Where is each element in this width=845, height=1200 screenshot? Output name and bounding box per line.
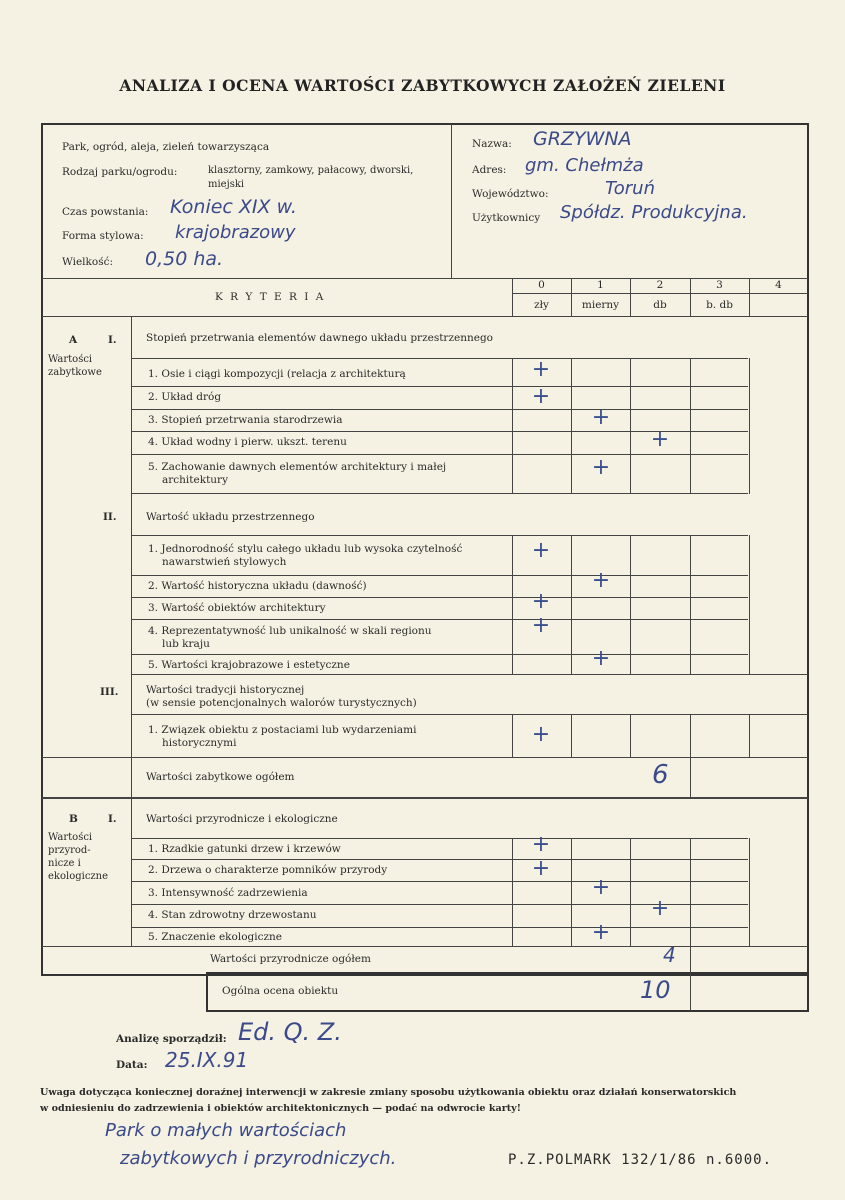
col-line-a [512, 279, 513, 317]
col-line-c [630, 279, 631, 317]
g1-item-3: 3. Stopień przetrwania starodrzewia [148, 414, 343, 426]
section-a-roman: I. [108, 334, 117, 346]
score-mark-plus: + [591, 875, 611, 900]
a-line [131, 386, 748, 387]
group2-title: Wartość układu przestrzennego [146, 511, 315, 523]
col-line-d [690, 279, 691, 317]
section-col-line [131, 317, 132, 947]
col-line [571, 838, 572, 946]
score-mark-plus: + [531, 384, 551, 409]
col-line [512, 358, 513, 494]
adres-label: Adres: [472, 164, 507, 176]
kryteria-label: K R Y T E R I A [215, 291, 326, 303]
score-2-label: db [653, 299, 667, 311]
col-line [749, 838, 750, 946]
note-line-1: Park o małych wartościach [105, 1120, 347, 1141]
wielkosc-value: 0,50 ha. [145, 248, 224, 270]
score-mark-plus: + [591, 646, 611, 671]
g2-item-1-cont: nawarstwień stylowych [162, 556, 287, 568]
col-line [630, 714, 631, 758]
b-line [131, 881, 748, 882]
col-line [571, 714, 572, 758]
score-4-num: 4 [775, 279, 782, 291]
a-line [42, 757, 808, 758]
a-line [131, 654, 748, 655]
g1-item-4: 4. Układ wodny i pierw. ukszt. terenu [148, 436, 347, 448]
b-line [131, 927, 748, 928]
section-a-roman3: III. [100, 686, 119, 698]
col-line [630, 838, 631, 946]
score-3-label: b. db [706, 299, 733, 311]
woj-label: Województwo: [472, 188, 549, 200]
uwaga-line-2: w odniesieniu do zadrzewienia i obiektów architektonicznych — podać na odwrocie karty! [40, 1103, 521, 1114]
note-line-2: zabytkowych i przyrodniczych. [120, 1148, 397, 1169]
b-line [42, 946, 808, 947]
overall-label: Ogólna ocena obiektu [222, 985, 339, 997]
g2-item-2: 2. Wartość historyczna układu (dawność) [148, 580, 367, 592]
total-a-value: 6 [652, 760, 669, 790]
score-mark-plus: + [591, 455, 611, 480]
section-b-letter: B [69, 813, 78, 825]
group3-title-1: Wartości tradycji historycznej [146, 684, 305, 696]
section-a-letter: A [69, 334, 78, 346]
score-mark-plus: + [650, 427, 670, 452]
analiza-label: Analizę sporządził: [116, 1033, 227, 1045]
g1-item-1: 1. Osie i ciągi kompozycji (relacja z architekturą [148, 368, 406, 380]
col-line-e [749, 279, 750, 317]
b-item-1: 1. Rzadkie gatunki drzew i krzewów [148, 843, 341, 855]
col-line [749, 714, 750, 758]
section-b-name-4: ekologiczne [48, 871, 109, 882]
b-item-5: 5. Znaczenie ekologiczne [148, 931, 283, 943]
wielkosc-label: Wielkość: [62, 256, 114, 268]
score-mark-plus: + [531, 722, 551, 747]
g1-item-2: 2. Układ dróg [148, 391, 222, 403]
score-1-label: mierny [581, 299, 620, 311]
g2-item-4: 4. Reprezentatywność lub unikalność w skali regionu [148, 625, 432, 637]
g3-item-1-cont: historycznymi [162, 737, 237, 749]
b-line [131, 859, 748, 860]
col-line [512, 714, 513, 758]
col-line [512, 838, 513, 946]
adres-value: gm. Chełmża [525, 155, 644, 176]
forma-label: Forma stylowa: [62, 230, 144, 242]
score-mark-plus: + [531, 538, 551, 563]
total-b-value: 4 [663, 943, 676, 967]
col-line [690, 535, 691, 675]
g1-item-5-cont: architektury [162, 474, 229, 486]
section-a-name-1: Wartości [48, 354, 93, 365]
a-line [131, 535, 748, 536]
col-line [690, 358, 691, 494]
a-line [42, 797, 808, 799]
score-2-num: 2 [656, 279, 664, 291]
section-a-roman2: II. [103, 511, 117, 523]
data-value: 25.IX.91 [165, 1048, 249, 1072]
uzytk-label: Użytkownicy [472, 212, 541, 224]
group3-title-2: (w sensie potencjonalnych walorów turystycznych) [146, 697, 417, 709]
col-line [749, 358, 750, 494]
a-line [131, 409, 748, 410]
print-stamp: P.Z.POLMARK 132/1/86 n.6000. [508, 1152, 773, 1168]
g2-item-1: 1. Jednorodność stylu całego układu lub wysoka czytelność [148, 543, 463, 555]
woj-value: Toruń [605, 178, 656, 199]
total-a-label: Wartości zabytkowe ogółem [146, 771, 295, 783]
rodzaj-options-2: miejski [208, 179, 245, 190]
g2-item-3: 3. Wartość obiektów architektury [148, 602, 326, 614]
score-mark-plus: + [591, 405, 611, 430]
col-line [690, 714, 691, 758]
overall-value: 10 [640, 976, 671, 1004]
col-line [630, 358, 631, 494]
col-line [571, 358, 572, 494]
g2-item-5: 5. Wartości krajobrazowe i estetyczne [148, 659, 350, 671]
g3-item-1: 1. Związek obiektu z postaciami lub wydarzeniami [148, 724, 417, 736]
b-item-3: 3. Intensywność zadrzewienia [148, 887, 308, 899]
total-b-label: Wartości przyrodnicze ogółem [210, 953, 371, 965]
a-line [131, 714, 808, 715]
a-line [131, 674, 808, 675]
score-header-mid [512, 293, 808, 294]
group-b-title: Wartości przyrodnicze i ekologiczne [146, 813, 338, 825]
rodzaj-label: Rodzaj parku/ogrodu: [62, 166, 178, 178]
section-b-name-2: przyrod- [48, 845, 91, 856]
score-1-num: 1 [597, 279, 604, 291]
col-line [630, 535, 631, 675]
score-mark-plus: + [531, 832, 551, 857]
g1-item-5: 5. Zachowanie dawnych elementów architektury i małej [148, 461, 447, 473]
col-line [690, 838, 691, 946]
score-0-label: zły [534, 299, 549, 311]
section-b-name-3: nicze i [48, 858, 81, 869]
a-line [131, 575, 748, 576]
section-b-name-1: Wartości [48, 832, 93, 843]
g2-item-4-cont: lub kraju [162, 638, 210, 650]
score-mark-plus: + [591, 568, 611, 593]
b-line [131, 838, 748, 839]
uwaga-line-1: Uwaga dotycząca koniecznej doraźnej interwencji w zakresie zmiany sposobu użytkowania obiektu oraz działań konserwatorskich [40, 1087, 737, 1098]
col-line-b [571, 279, 572, 317]
section-a-name-2: zabytkowe [48, 367, 102, 378]
col-line [690, 946, 691, 974]
score-mark-plus: + [531, 856, 551, 881]
score-mark-plus: + [531, 357, 551, 382]
forma-value: krajobrazowy [175, 222, 296, 243]
group1-title: Stopień przetrwania elementów dawnego układu przestrzennego [146, 332, 493, 344]
nazwa-value: GRZYWNA [533, 128, 632, 150]
nazwa-label: Nazwa: [472, 138, 512, 150]
analiza-value: Ed. Q. Z. [238, 1018, 342, 1046]
a-line [131, 597, 748, 598]
b-item-4: 4. Stan zdrowotny drzewostanu [148, 909, 317, 921]
rodzaj-options-1: klasztorny, zamkowy, pałacowy, dworski, [208, 165, 414, 176]
overall-divider [690, 973, 691, 1011]
score-mark-plus: + [531, 613, 551, 638]
data-label: Data: [116, 1059, 148, 1071]
score-mark-plus: + [650, 896, 670, 921]
czas-value: Koniec XIX w. [170, 196, 297, 218]
score-3-num: 3 [716, 279, 723, 291]
criteria-header-bottom [42, 316, 808, 317]
col-line [749, 535, 750, 675]
col-line [571, 535, 572, 675]
header-divider [451, 124, 452, 279]
score-mark-plus: + [591, 920, 611, 945]
col-line [512, 535, 513, 675]
czas-label: Czas powstania: [62, 206, 149, 218]
section-b-roman: I. [108, 813, 117, 825]
col-line [690, 757, 691, 797]
form-title: ANALIZA I OCENA WARTOŚCI ZABYTKOWYCH ZAŁOŻEŃ ZIELENI [119, 76, 726, 95]
a-line [131, 619, 748, 620]
park-type-line: Park, ogród, aleja, zieleń towarzysząca [62, 141, 270, 153]
a-line [131, 454, 748, 455]
a-line [131, 358, 748, 359]
uzytk-value: Spółdz. Produkcyjna. [560, 202, 748, 223]
score-0-num: 0 [538, 279, 545, 291]
b-item-2: 2. Drzewa o charakterze pomników przyrody [148, 864, 388, 876]
score-mark-plus: + [531, 589, 551, 614]
a-line [131, 493, 748, 494]
